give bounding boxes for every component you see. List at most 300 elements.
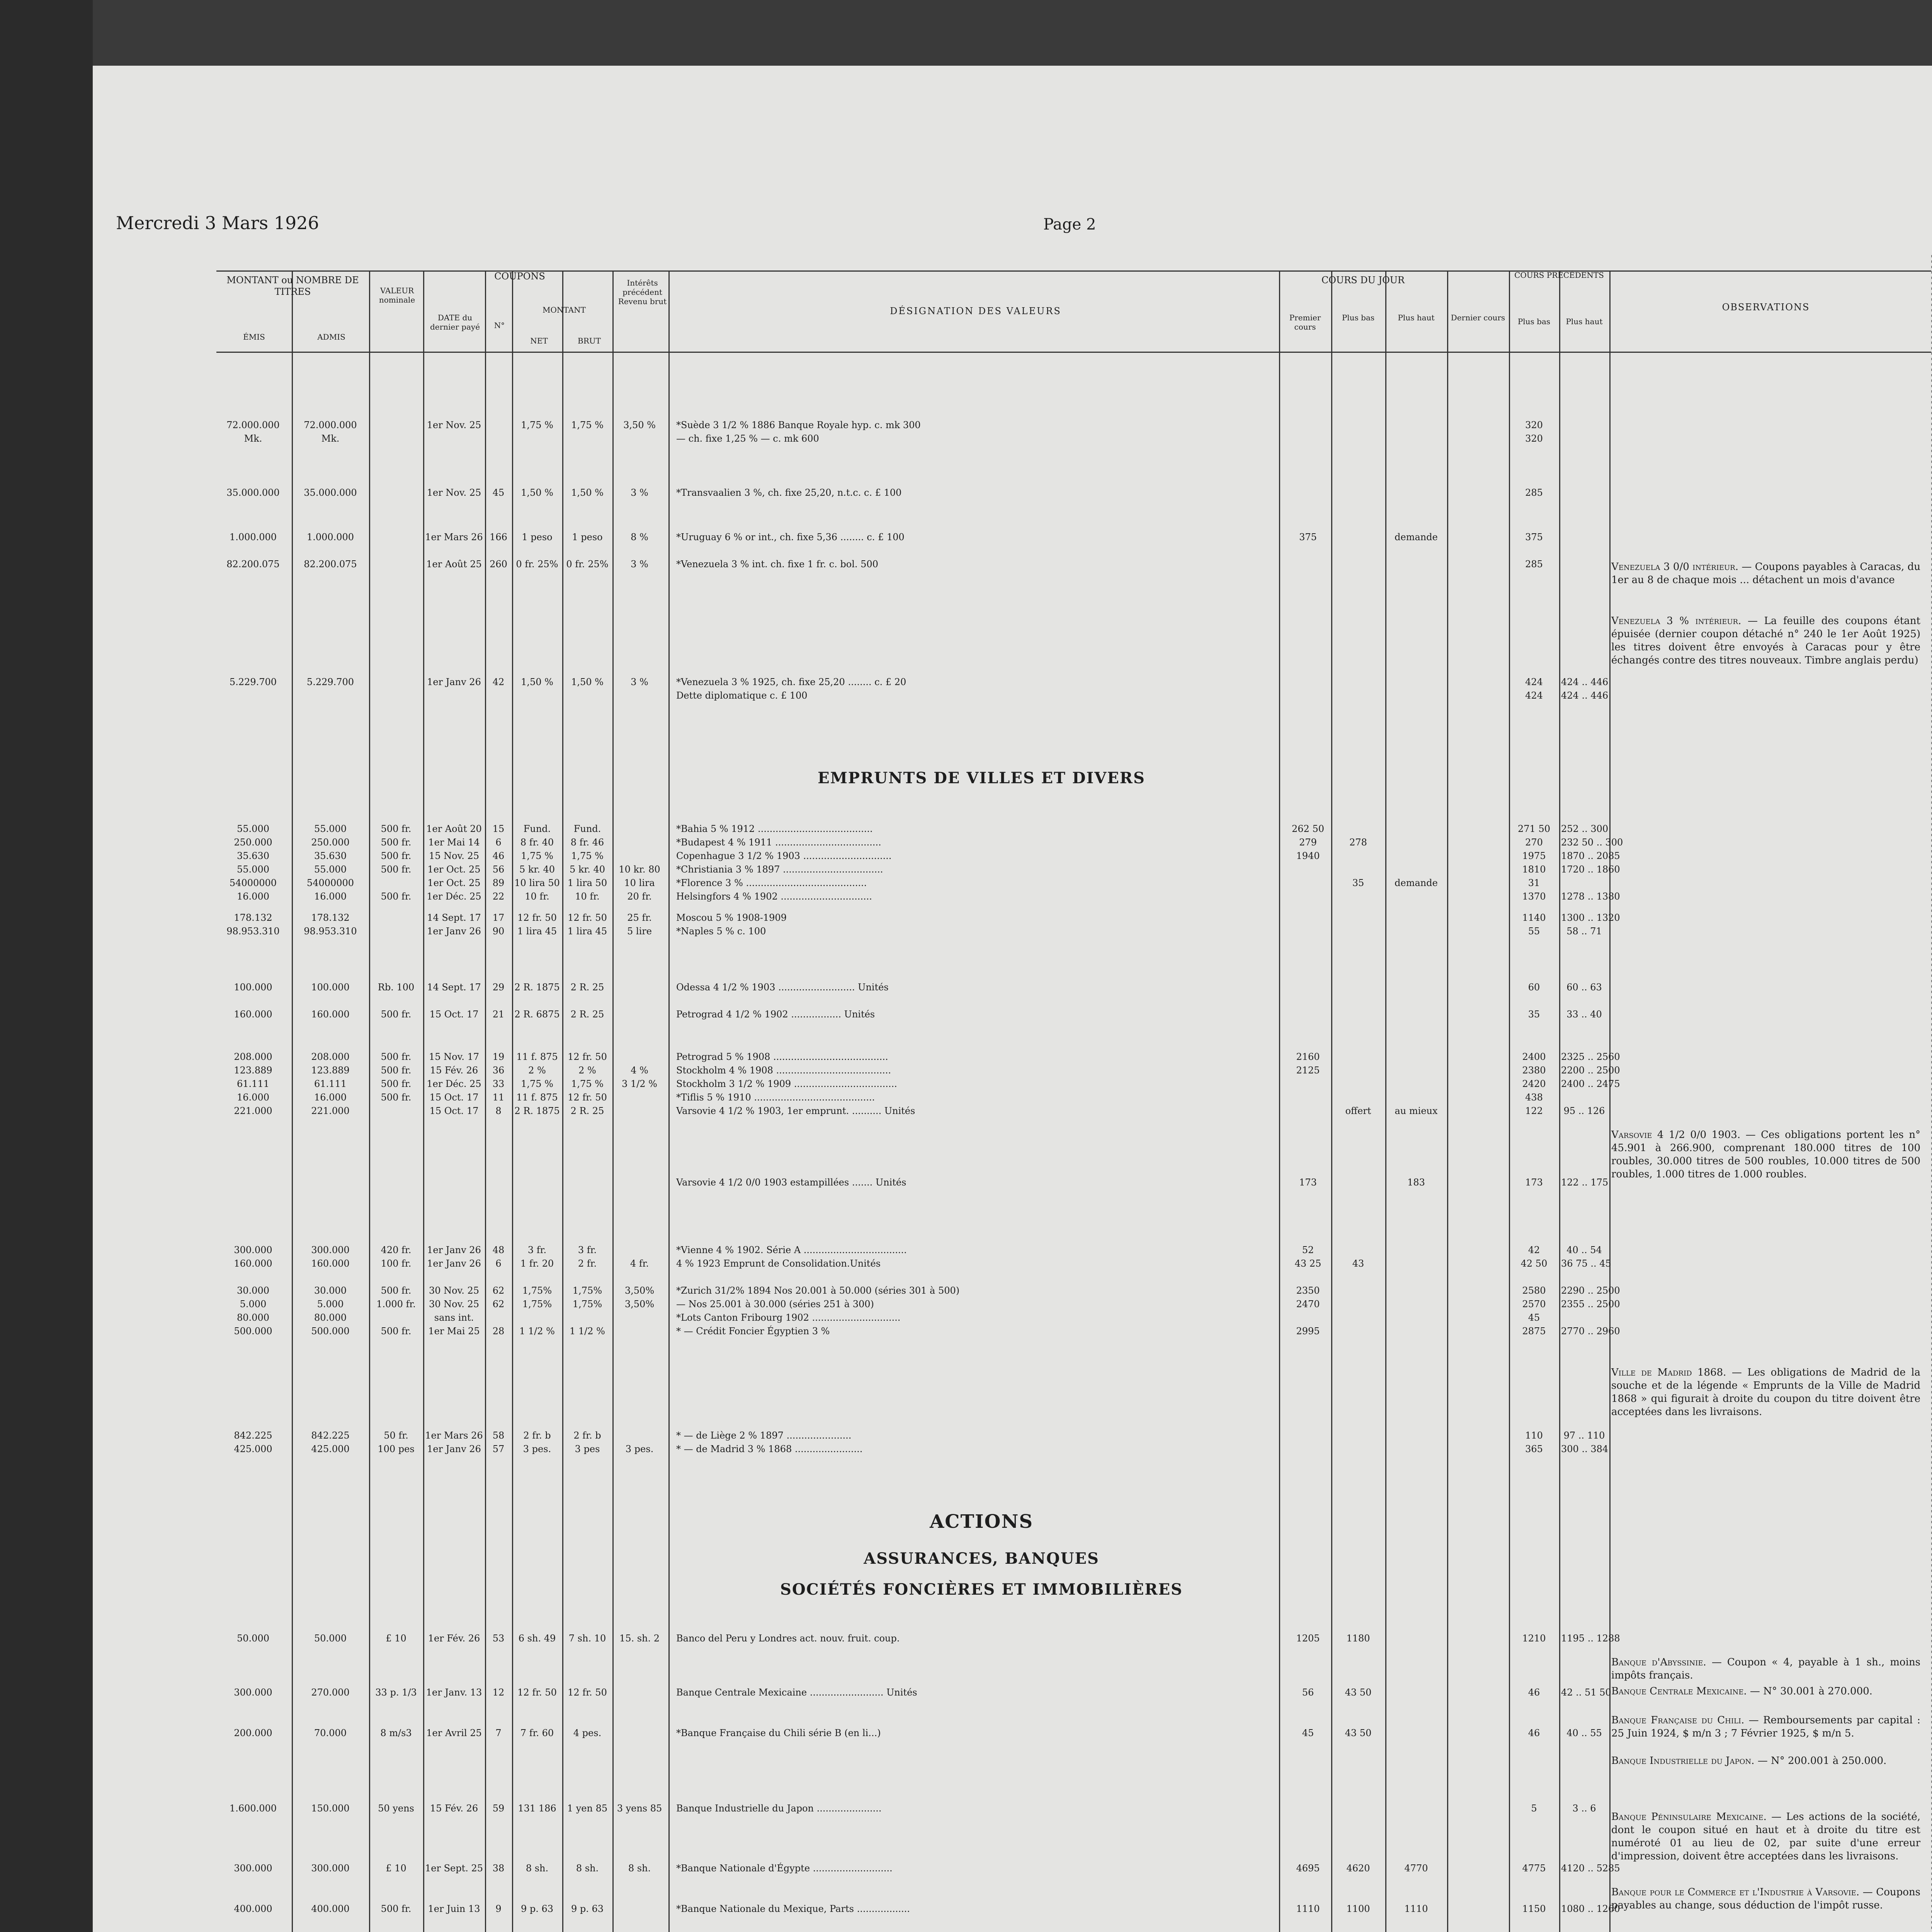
cell-p2: 43 50 <box>1345 1687 1372 1698</box>
table-row <box>216 487 1607 499</box>
cell-dt: 15 Nov. 25 <box>429 850 480 861</box>
cell-ct: 16.000 <box>237 1092 269 1103</box>
cell-no: 36 <box>492 1065 505 1076</box>
table-row <box>216 837 1623 849</box>
cell-val: 500 fr. <box>381 850 412 861</box>
cell-des: Copenhague 3 1/2 % 1903 .............................. <box>676 850 892 861</box>
cell-int: 20 fr. <box>627 891 652 902</box>
cell-des: Varsovie 4 1/2 0/0 1903 estampillées ....... Unités <box>676 1177 906 1188</box>
cell-no: 15 <box>492 823 505 834</box>
cell-no: 33 <box>492 1078 505 1089</box>
cell-int: 3 % <box>631 487 648 498</box>
cell-net: 10 fr. <box>525 891 549 902</box>
header-interets: Intérêts précédent Revenu brut <box>618 278 667 306</box>
cell-h1: 60 <box>1528 982 1540 993</box>
cell-no: 45 <box>492 487 505 498</box>
cell-no: 89 <box>492 878 505 888</box>
observation-title: Banque Centrale Mexicaine. <box>1611 1685 1750 1697</box>
cell-int: 3 pes. <box>625 1444 654 1454</box>
cell-no: 38 <box>492 1863 505 1874</box>
cell-p2: 35 <box>1352 878 1364 888</box>
cell-h1: 42 50 <box>1520 1258 1548 1269</box>
cell-h1: 55 <box>1528 926 1540 937</box>
table-row <box>216 891 1620 903</box>
cell-h1: 2400 <box>1522 1051 1546 1062</box>
cell-no: 166 <box>490 532 507 543</box>
table-row <box>216 1258 1611 1270</box>
cell-adm: 16.000 <box>314 1092 347 1103</box>
cell-brt: 1,75% <box>572 1299 602 1310</box>
cell-dt: 1er Oct. 25 <box>427 864 481 875</box>
cell-h1: 110 <box>1525 1430 1543 1441</box>
cell-dt: 14 Sept. 17 <box>427 982 481 993</box>
cell-adm: 842.225 <box>311 1430 350 1441</box>
cell-des: *Bahia 5 % 1912 ....................................... <box>676 823 873 834</box>
cell-net: 6 sh. 49 <box>518 1633 556 1644</box>
cell-ct: 250.000 <box>234 837 272 848</box>
cell-ct: 221.000 <box>234 1105 272 1116</box>
observation-text: — Remboursements par capital : 25 Juin 1924, $ m/n 3 ; 7 Février 1925, $ m/n 5. <box>1611 1714 1921 1739</box>
cell-brt: 12 fr. 50 <box>568 1051 607 1062</box>
cell-net: 1 lira 45 <box>517 926 557 937</box>
cell-val: 1.000 fr. <box>376 1299 416 1310</box>
cell-p3: demande <box>1395 532 1438 543</box>
cell-ct: 82.200.075 <box>226 559 280 570</box>
cell-brt: 1 lira 45 <box>567 926 607 937</box>
table-row <box>216 1244 1607 1256</box>
observation-title: Banque Péninsulaire Mexicaine. <box>1611 1811 1772 1823</box>
cell-brt: 1,50 % <box>571 487 604 498</box>
cell-int: 3,50 % <box>623 420 656 430</box>
cell-h1: 1975 <box>1522 850 1546 861</box>
cell-h1: 2875 <box>1522 1326 1546 1337</box>
cell-int: 8 sh. <box>628 1863 651 1874</box>
cell-h2: 58 .. 71 <box>1566 926 1602 937</box>
cell-dt: 1er Nov. 25 <box>427 487 481 498</box>
cell-net: 1,75 % <box>521 1078 553 1089</box>
header-admis: ADMIS <box>317 332 345 342</box>
cell-dt: 1er Mars 26 <box>425 532 483 543</box>
cell-adm: 61.111 <box>314 1078 347 1089</box>
cell-adm: 100.000 <box>311 982 350 993</box>
cell-dt: 1er Déc. 25 <box>427 891 481 902</box>
header-plus-haut: Plus haut <box>1398 313 1435 322</box>
cell-h2: 2400 .. 2475 <box>1561 1078 1620 1089</box>
cell-val: 500 fr. <box>381 1285 412 1296</box>
cell-ct: 178.132 <box>234 912 272 923</box>
cell-ct: 5.000 <box>240 1299 267 1310</box>
cell-h2: 36 75 .. 45 <box>1561 1258 1611 1269</box>
cell-net: 10 lira 50 <box>514 878 560 888</box>
cell-p1: 279 <box>1299 837 1317 848</box>
cell-adm: 80.000 <box>314 1312 347 1323</box>
cell-no: 58 <box>492 1430 505 1441</box>
header-date-dernier: DATE du dernier payé <box>430 313 480 332</box>
cell-int: 4 % <box>631 1065 648 1076</box>
cell-brt: 2 fr. <box>578 1258 597 1269</box>
header-valeur: VALEUR nominale <box>379 286 415 304</box>
cell-no: 57 <box>492 1444 505 1454</box>
cell-h2: 1720 .. 1860 <box>1561 864 1620 875</box>
cell-brt: 8 fr. 46 <box>570 837 604 848</box>
cell-no: 29 <box>492 982 505 993</box>
cell-net: 12 fr. 50 <box>517 912 557 923</box>
cell-dt: 1er Déc. 25 <box>427 1078 481 1089</box>
cell-p1: 2995 <box>1296 1326 1320 1337</box>
observation-note <box>1611 1886 1920 1912</box>
cell-h2: 2325 .. 2560 <box>1561 1051 1620 1062</box>
cell-val: 500 fr. <box>381 1078 412 1089</box>
table-row <box>216 676 1607 688</box>
table-row <box>216 823 1607 835</box>
cell-net: 0 fr. 25% <box>516 559 558 570</box>
cell-p1: 262 50 <box>1292 823 1324 834</box>
cell-h1: 320 <box>1525 433 1543 444</box>
cell-net: 5 kr. 40 <box>519 864 555 875</box>
cell-adm: 300.000 <box>311 1863 350 1874</box>
cell-dt: 15 Nov. 17 <box>429 1051 480 1062</box>
cell-dt: 1er Janv 26 <box>427 1245 481 1255</box>
cell-int: 3,50% <box>624 1285 655 1296</box>
cell-des: *Venezuela 3 % int. ch. fixe 1 fr. c. bol. 500 <box>676 559 878 570</box>
cell-ct: 55.000 <box>237 864 269 875</box>
cell-h1: 2580 <box>1522 1285 1546 1296</box>
cell-h2: 1870 .. 2085 <box>1561 850 1620 861</box>
table-row <box>216 1078 1620 1090</box>
cell-p3: 1110 <box>1404 1903 1428 1914</box>
cell-brt: 1,75 % <box>571 420 604 430</box>
cell-h2: 40 .. 54 <box>1566 1245 1602 1255</box>
cell-des: Helsingfors 4 % 1902 ............................... <box>676 891 872 902</box>
cell-no: 28 <box>492 1326 505 1337</box>
cell-p3: 4770 <box>1404 1863 1428 1874</box>
cell-h2: 3 .. 6 <box>1572 1803 1596 1814</box>
header-cours-precedents: COURS PRÉCÉDENTS <box>1514 270 1604 280</box>
cell-no: 90 <box>492 926 505 937</box>
cell-h1: 45 <box>1528 1312 1540 1323</box>
cell-int: 10 kr. 80 <box>619 864 660 875</box>
cell-int: 3 yens 85 <box>617 1803 662 1814</box>
cell-no: 12 <box>492 1687 505 1698</box>
cell-des: *Tiflis 5 % 1910 ......................................... <box>676 1092 875 1103</box>
cell-no: 53 <box>492 1633 505 1644</box>
cell-des: *Christiania 3 % 1897 .................................. <box>676 864 883 875</box>
table-row <box>216 1687 1611 1699</box>
cell-adm: Mk. <box>321 433 340 444</box>
cell-net: 3 pes. <box>523 1444 551 1454</box>
table-row <box>216 1285 1620 1297</box>
cell-des: * — Crédit Foncier Égyptien 3 % <box>676 1326 830 1337</box>
cell-val: 8 m/s3 <box>380 1728 412 1738</box>
cell-p3: au mieux <box>1395 1105 1438 1116</box>
cell-adm: 50.000 <box>314 1633 347 1644</box>
cell-net: 2 % <box>528 1065 546 1076</box>
cell-h1: 4775 <box>1522 1863 1546 1874</box>
cell-no: 22 <box>492 891 505 902</box>
cell-dt: 15 Fév. 26 <box>430 1803 478 1814</box>
cell-dt: 15 Oct. 17 <box>429 1105 479 1116</box>
cell-h1: 1210 <box>1522 1633 1546 1644</box>
observation-text: — N° 30.001 à 270.000. <box>1750 1685 1872 1697</box>
observation-note <box>1611 1810 1920 1863</box>
observation-note <box>1611 614 1920 667</box>
cell-ct: 1.000.000 <box>229 532 277 543</box>
cell-p1: 2160 <box>1296 1051 1320 1062</box>
cell-net: 1 peso <box>522 532 553 543</box>
cell-brt: 1,75 % <box>571 1078 604 1089</box>
cell-brt: 10 fr. <box>575 891 600 902</box>
cell-int: 4 fr. <box>630 1258 649 1269</box>
header-plus-bas: Plus bas <box>1342 313 1375 322</box>
table-row <box>216 690 1607 702</box>
table-row <box>216 1727 1607 1739</box>
cell-ct: 842.225 <box>234 1430 272 1441</box>
cell-no: 260 <box>490 559 507 570</box>
cell-net: 11 f. 875 <box>516 1051 558 1062</box>
cell-ct: 123.889 <box>234 1065 272 1076</box>
cell-p2: 1100 <box>1346 1903 1370 1914</box>
cell-h1: 2420 <box>1522 1078 1546 1089</box>
cell-ct: 208.000 <box>234 1051 272 1062</box>
cell-ct: 300.000 <box>234 1687 272 1698</box>
cell-dt: 1er Juin 13 <box>428 1903 480 1914</box>
cell-des: Odessa 4 1/2 % 1903 .......................... Unités <box>676 982 889 993</box>
cell-des: *Florence 3 % ......................................... <box>676 878 867 888</box>
cell-h1: 438 <box>1525 1092 1543 1103</box>
cell-brt: 5 kr. 40 <box>569 864 605 875</box>
cell-val: 500 fr. <box>381 1903 412 1914</box>
table-row <box>216 1051 1620 1063</box>
cell-h1: 1370 <box>1522 891 1546 902</box>
header-coupons: COUPONS <box>494 271 545 282</box>
cell-adm: 300.000 <box>311 1245 350 1255</box>
cell-no: 62 <box>492 1285 505 1296</box>
cell-p1: 1110 <box>1296 1903 1320 1914</box>
cell-des: Varsovie 4 1/2 % 1903, 1er emprunt. .......... Unités <box>676 1105 915 1116</box>
table-row <box>216 1009 1607 1020</box>
cell-ct: 1.600.000 <box>229 1803 277 1814</box>
cell-p2: offert <box>1345 1105 1371 1116</box>
cell-adm: 178.132 <box>311 912 350 923</box>
section-assurances: ASSURANCES, BANQUES <box>864 1549 1099 1568</box>
cell-p1: 2470 <box>1296 1299 1320 1310</box>
cell-ct: 5.229.700 <box>229 677 277 687</box>
cell-des: *Zurich 31/2% 1894 Nos 20.001 à 50.000 (séries 301 à 500) <box>676 1285 960 1296</box>
cell-net: 9 p. 63 <box>520 1903 554 1914</box>
cell-des: Banque Industrielle du Japon ...................... <box>676 1803 882 1814</box>
cell-p1: 1205 <box>1296 1633 1320 1644</box>
cell-des: *Naples 5 % c. 100 <box>676 926 766 937</box>
cell-h1: 270 <box>1525 837 1543 848</box>
cell-val: 500 fr. <box>381 1065 412 1076</box>
cell-adm: 5.000 <box>317 1299 344 1310</box>
cell-int: 3,50% <box>624 1299 655 1310</box>
cell-h1: 1150 <box>1522 1903 1546 1914</box>
cell-dt: 1er Sept. 25 <box>425 1863 483 1874</box>
cell-brt: 12 fr. 50 <box>568 1092 607 1103</box>
cell-h2: 1195 .. 1288 <box>1561 1633 1620 1644</box>
cell-dt: 1er Nov. 25 <box>427 420 481 430</box>
cell-des: 4 % 1923 Emprunt de Consolidation.Unités <box>676 1258 881 1269</box>
cell-h1: 1810 <box>1522 864 1546 875</box>
cell-dt: 1er Oct. 25 <box>427 878 481 888</box>
cell-ct: 425.000 <box>234 1444 272 1454</box>
observation-title: Banque d'Abyssinie. <box>1611 1656 1712 1668</box>
cell-p2: 43 50 <box>1345 1728 1372 1738</box>
cell-des: *Uruguay 6 % or int., ch. fixe 5,36 ........ c. £ 100 <box>676 532 905 543</box>
cell-h2: 1080 .. 1260 <box>1561 1903 1620 1914</box>
cell-brt: 1 yen 85 <box>567 1803 608 1814</box>
cell-h1: 35 <box>1528 1009 1540 1020</box>
cell-net: 7 fr. 60 <box>520 1728 554 1738</box>
cell-int: 3 % <box>631 677 648 687</box>
header-no: N° <box>494 321 505 330</box>
cell-adm: 54000000 <box>306 878 354 888</box>
header-prec-bas: Plus bas <box>1517 317 1551 326</box>
table-row <box>216 850 1620 862</box>
cell-h2: 95 .. 126 <box>1563 1105 1605 1116</box>
cell-int: 25 fr. <box>627 912 652 923</box>
observation-text: — La feuille des coupons étant épuisée (dernier coupon détaché n° 240 le 1er Août 1925) les titres doivent être envoyés à Caracas pour y être échangés contre des titres nouveaux. Timbre anglais perdu) <box>1611 615 1920 666</box>
cell-brt: 1 lira 50 <box>567 878 607 888</box>
cell-val: 100 fr. <box>381 1258 412 1269</box>
section-emprunts: EMPRUNTS DE VILLES ET DIVERS <box>818 769 1145 787</box>
cell-int: 3 1/2 % <box>622 1078 657 1089</box>
table-row <box>216 1430 1607 1442</box>
cell-val: 500 fr. <box>381 1092 412 1103</box>
cell-h2: 97 .. 110 <box>1563 1430 1605 1441</box>
header-cours-jour: COURS DU JOUR <box>1321 275 1405 286</box>
cell-ct: 54000000 <box>229 878 277 888</box>
cell-no: 9 <box>495 1903 502 1914</box>
cell-val: 33 p. 1/3 <box>375 1687 417 1698</box>
cell-ct: 300.000 <box>234 1245 272 1255</box>
cell-h1: 2570 <box>1522 1299 1546 1310</box>
cell-brt: 2 R. 25 <box>570 982 604 993</box>
table-row <box>216 1862 1620 1874</box>
cell-p1: 173 <box>1299 1177 1317 1188</box>
cell-no: 62 <box>492 1299 505 1310</box>
observation-text: — Ces obligations portent les n° 45.901 à 266.900, comprenant 180.000 titres de 100 roubles, 30.000 titres de 500 roubles, 10.000 titres de 500 roubles, 1.000 titres de 1.000 roubles. <box>1611 1129 1920 1180</box>
table-row <box>216 531 1607 543</box>
cell-adm: 1.000.000 <box>306 532 354 543</box>
cell-dt: 1er Janv 26 <box>427 677 481 687</box>
cell-dt: 14 Sept. 17 <box>427 912 481 923</box>
cell-dt: 1er Mai 14 <box>428 837 480 848</box>
cell-dt: 1er Mai 25 <box>428 1326 480 1337</box>
cell-brt: 4 pes. <box>573 1728 602 1738</box>
cell-brt: 7 sh. 10 <box>568 1633 606 1644</box>
cell-dt: 1er Mars 26 <box>425 1430 483 1441</box>
cell-p1: 56 <box>1302 1687 1314 1698</box>
observation-note <box>1611 1656 1920 1682</box>
cell-brt: 2 % <box>578 1065 596 1076</box>
table-row <box>216 1092 1607 1104</box>
observation-title: Banque pour le Commerce et l'Industrie à Varsovie. <box>1611 1886 1863 1898</box>
table-row <box>216 1105 1607 1117</box>
cell-net: 12 fr. 50 <box>517 1687 557 1698</box>
cell-dt: 15 Oct. 17 <box>429 1009 479 1020</box>
cell-p2: 4620 <box>1346 1863 1370 1874</box>
cell-h2: 60 .. 63 <box>1566 982 1602 993</box>
cell-dt: 30 Nov. 25 <box>429 1299 480 1310</box>
cell-brt: 3 pes <box>575 1444 600 1454</box>
cell-int: 8 % <box>631 532 648 543</box>
cell-val: £ 10 <box>386 1633 406 1644</box>
cell-p1: 52 <box>1302 1245 1314 1255</box>
cell-net: 2 fr. b <box>523 1430 551 1441</box>
header-emis: ÉMIS <box>243 332 265 342</box>
cell-adm: 35.000.000 <box>304 487 357 498</box>
cell-adm: 72.000.000 <box>304 420 357 430</box>
cell-brt: 9 p. 63 <box>571 1903 604 1914</box>
observation-note <box>1611 1366 1920 1418</box>
cell-net: 8 fr. 40 <box>520 837 554 848</box>
cell-h2: 4120 .. 5285 <box>1561 1863 1620 1874</box>
cell-h1: 271 50 <box>1518 823 1550 834</box>
cell-des: Petrograd 5 % 1908 ....................................... <box>676 1051 888 1062</box>
cell-int: 3 % <box>631 559 648 570</box>
cell-des: — Nos 25.001 à 30.000 (séries 251 à 300) <box>676 1299 874 1310</box>
cell-brt: 1 1/2 % <box>570 1326 605 1337</box>
header-montant: MONTANT ou NOMBRE DE TITRES <box>226 275 359 297</box>
cell-h2: 122 .. 175 <box>1561 1177 1609 1188</box>
cell-h2: 232 50 .. 300 <box>1561 837 1623 848</box>
header-prec-haut: Plus haut <box>1566 317 1603 326</box>
cell-brt: 0 fr. 25% <box>566 559 609 570</box>
cell-brt: 1,50 % <box>571 677 604 687</box>
table-row <box>216 433 1607 445</box>
cell-h2: 2290 .. 2500 <box>1561 1285 1620 1296</box>
cell-p3: 183 <box>1407 1177 1425 1188</box>
cell-des: Moscou 5 % 1908-1909 <box>676 912 787 923</box>
cell-adm: 221.000 <box>311 1105 350 1116</box>
cell-net: 2 R. 1875 <box>514 982 560 993</box>
observation-text: — Les obligations de Madrid de la souche et de la légende « Emprunts de la Ville de Madrid 1868 » qui figurait à droite du coupon du titre doivent être acceptées dans les livraisons. <box>1611 1367 1920 1418</box>
cell-ct: 100.000 <box>234 982 272 993</box>
cell-des: *Lots Canton Fribourg 1902 .............................. <box>676 1312 901 1323</box>
cell-des: *Banque Nationale du Mexique, Parts .................. <box>676 1903 910 1914</box>
cell-h2: 424 .. 446 <box>1561 690 1609 701</box>
page-date: Mercredi 3 Mars 1926 <box>116 213 319 233</box>
header-observations: OBSERVATIONS <box>1722 302 1810 313</box>
cell-val: 500 fr. <box>381 1326 412 1337</box>
header-dernier: Dernier cours <box>1451 313 1505 322</box>
cell-val: 500 fr. <box>381 1051 412 1062</box>
cell-no: 56 <box>492 864 505 875</box>
table-row <box>216 864 1620 876</box>
cell-adm: 98.953.310 <box>304 926 357 937</box>
cell-brt: 2 R. 25 <box>570 1009 604 1020</box>
cell-h1: 173 <box>1525 1177 1543 1188</box>
cell-ct: 55.000 <box>237 823 269 834</box>
cell-net: 1 fr. 20 <box>520 1258 554 1269</box>
cell-h2: 300 .. 384 <box>1561 1444 1609 1454</box>
observation-title: Banque Française du Chili. <box>1611 1714 1749 1726</box>
header-premier: Premier cours <box>1289 313 1321 332</box>
cell-h1: 285 <box>1525 487 1543 498</box>
cell-ct: 35.000.000 <box>226 487 280 498</box>
cell-h2: 424 .. 446 <box>1561 677 1609 687</box>
cell-p3: demande <box>1395 878 1438 888</box>
cell-dt: sans int. <box>434 1312 474 1323</box>
cell-h1: 31 <box>1528 878 1540 888</box>
cell-des: *Suède 3 1/2 % 1886 Banque Royale hyp. c. mk 300 <box>676 420 921 430</box>
cell-p1: 375 <box>1299 532 1317 543</box>
cell-p2: 278 <box>1349 837 1367 848</box>
cell-brt: 1,75 % <box>571 850 604 861</box>
cell-h2: 2770 .. 2960 <box>1561 1326 1620 1337</box>
